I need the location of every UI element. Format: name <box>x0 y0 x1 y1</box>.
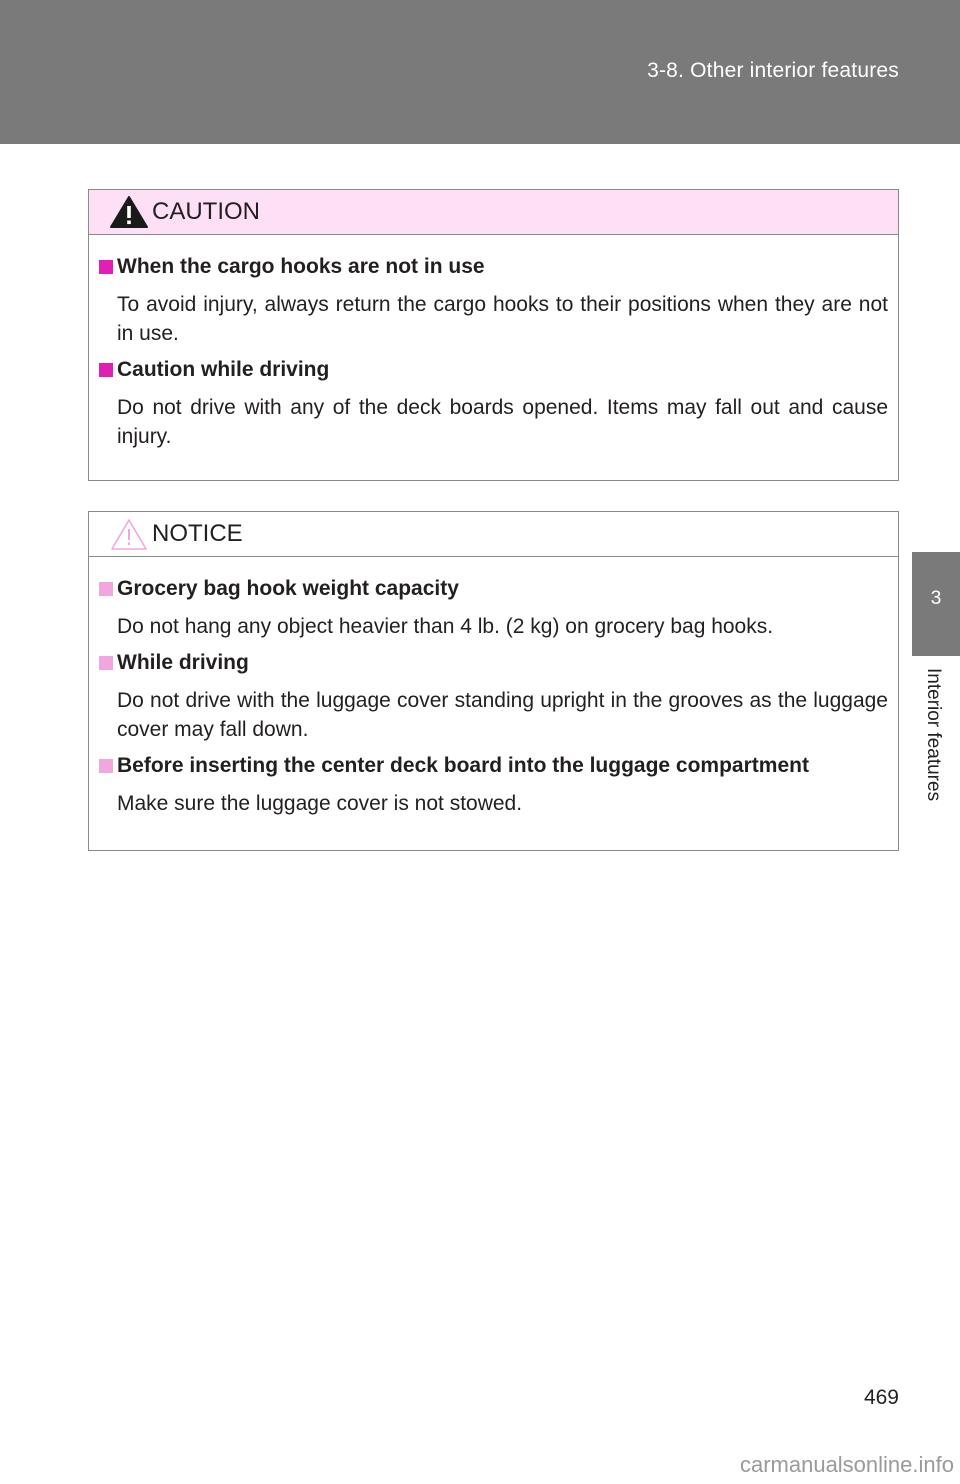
notice-box <box>88 511 899 851</box>
notice-item-text: Do not hang any object heavier than 4 lb. (2 kg) on grocery bag hooks. <box>117 615 774 638</box>
chapter-number: 3 <box>930 588 942 609</box>
notice-item-text: Make sure the luggage cover is not stowed. <box>117 792 523 815</box>
notice-item-heading: Before inserting the center deck board into the luggage compartment <box>117 754 809 777</box>
page-header <box>0 0 960 144</box>
bullet-square-icon <box>99 759 113 773</box>
chapter-label: Interior features <box>923 668 944 802</box>
chapter-label-container <box>912 660 960 860</box>
notice-item <box>99 650 888 744</box>
watermark: carmanualsonline.info <box>739 1452 954 1477</box>
caution-item <box>99 357 888 451</box>
warning-triangle-outline-icon <box>109 517 149 551</box>
notice-header <box>89 512 898 557</box>
caution-item-heading: Caution while driving <box>117 358 330 381</box>
caution-item <box>99 254 888 348</box>
notice-item-heading: Grocery bag hook weight capacity <box>117 577 459 600</box>
page-number: 469 <box>863 1386 899 1409</box>
bullet-square-icon <box>99 656 113 670</box>
caution-body <box>89 235 898 451</box>
bullet-square-icon <box>99 260 113 274</box>
notice-item <box>99 753 888 818</box>
section-title: 3-8. Other interior features <box>647 59 899 82</box>
caution-item-heading: When the cargo hooks are not in use <box>117 255 485 278</box>
chapter-tab <box>912 552 960 656</box>
bullet-square-icon <box>99 363 113 377</box>
notice-body <box>89 557 898 818</box>
caution-item-text: Do not drive with any of the deck boards opened. Items may fall out and cause injury. <box>117 396 888 448</box>
notice-item <box>99 576 888 641</box>
caution-title: CAUTION <box>152 198 260 225</box>
caution-item-text: To avoid injury, always return the cargo hooks to their positions when they are not in use. <box>117 293 888 345</box>
caution-header <box>89 190 898 235</box>
warning-triangle-filled-icon <box>109 195 149 229</box>
notice-title: NOTICE <box>152 520 243 547</box>
bullet-square-icon <box>99 582 113 596</box>
caution-box <box>88 189 899 481</box>
notice-item-heading: While driving <box>117 651 249 674</box>
notice-item-text: Do not drive with the luggage cover standing upright in the grooves as the luggage cover may fall down. <box>117 689 888 741</box>
